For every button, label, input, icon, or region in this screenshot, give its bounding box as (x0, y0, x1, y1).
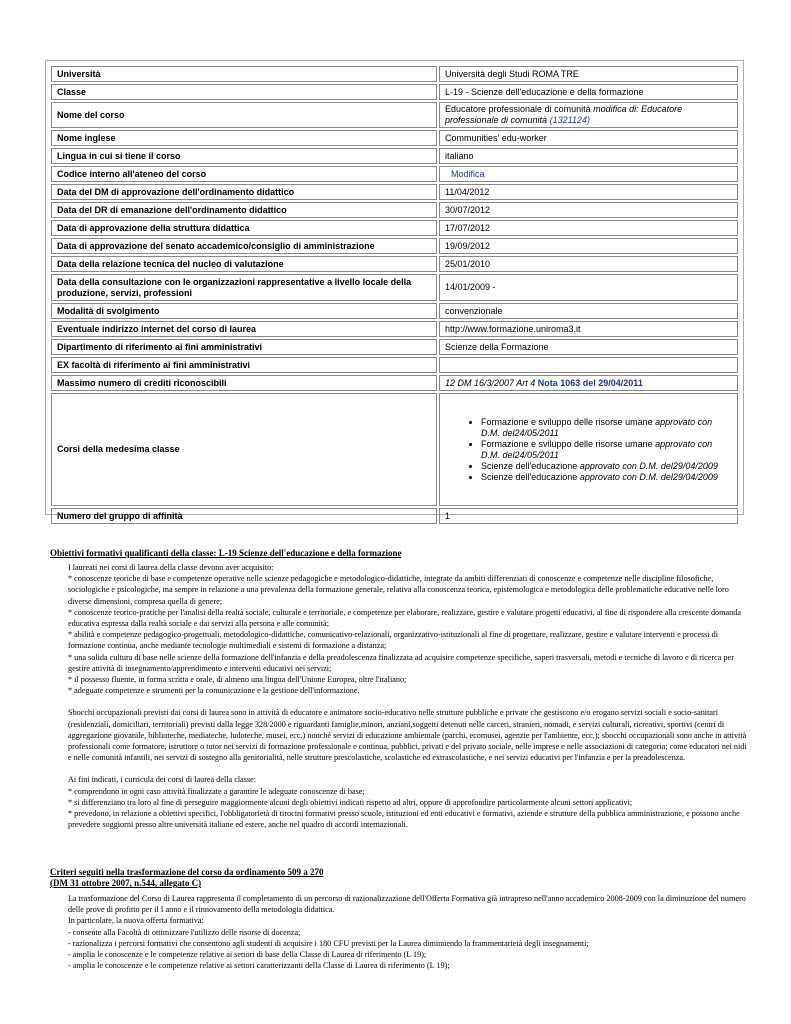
row-value (439, 393, 738, 506)
row-value: Università degli Studi ROMA TRE (439, 66, 738, 82)
paragraph: - consente alla Facoltà di ottimizzare l'utilizzo delle risorse di docenza; (68, 927, 301, 937)
paragraph: * conoscenze teorico-pratiche per l'analisi della realtà sociale, culturale e territoriale, e competenze per elaborare, realizzare, gestire e valutare progetti educativi, al fine di rispondere alla crescente domanda educativa espressa dalla realtà sociale e dai servizi alla persona e alle comunità; (68, 607, 741, 629)
course-info-table (49, 64, 740, 526)
row-label: Data del DM di approvazione dell'ordinamento didattico (51, 184, 437, 200)
table-row (51, 303, 738, 319)
table-row (51, 339, 738, 355)
paragraph: * comprendono in ogni caso attività finalizzate a garantire le adeguate conoscenze di base; (68, 786, 365, 796)
list-item: • Formazione e sviluppo delle risorse umane approvato con D.M. del24/05/2011 (481, 439, 732, 461)
row-value (439, 102, 738, 128)
credits-reference: 12 DM 16/3/2007 Art 4 (445, 377, 536, 388)
row-value: L-19 - Scienze dell'educazione e della formazione (439, 84, 738, 100)
table-row (51, 84, 738, 100)
row-value: 11/04/2012 (439, 184, 738, 200)
paragraph: * una solida cultura di base nelle scienze della formazione dell'infanzia e della preadolescenza finalizzata ad acquisire competenze specifiche, saperi trasversali, metodi e tecniche di lavoro e di ricerca per gestire attività di insegnamento/apprendimento e interventi educativi nei servizi; (68, 652, 734, 673)
paragraph: In particolare, la nuova offerta formativa: (68, 916, 204, 926)
paragraph: Ai fini indicati, i curricula dei corsi di laurea della classe: (68, 775, 257, 785)
paragraph: * conoscenze teoriche di base e competenze operative nelle scienze pedagogiche e metodologico-didattiche, integrate da ambiti differenziati di conoscenze e competenze nelle discipline filosofiche, sociologiche e psicologiche, ma sempre in relazione a una prevalenza della formazione generale, relativa alla conoscenza teorica, epistemologica e metodologica delle problematiche educative nelle loro diverse dimensioni, compresa quella di genere; (68, 574, 729, 606)
obiettivi-title: Obiettivi formativi qualificanti della classe: L-19 Scienze dell'educazione e della formazione (50, 548, 402, 558)
table-row (51, 130, 738, 146)
row-value (439, 375, 738, 391)
table-row (51, 166, 738, 182)
table-row (51, 274, 738, 301)
table-row (51, 256, 738, 272)
spacer (68, 763, 748, 774)
criteri-body (68, 893, 748, 971)
obiettivi-body (68, 562, 748, 830)
paragraph: * il possesso fluente, in forma scritta e orale, di almeno una lingua dell'Unione Europea, oltre l'italiano; (68, 675, 407, 685)
modifica-link[interactable]: Modifica (451, 168, 485, 179)
row-value: 14/01/2009 - (439, 274, 738, 301)
row-label: Università (51, 66, 437, 82)
list-item: • Formazione e sviluppo delle risorse umane approvato con D.M. del24/05/2011 (481, 417, 732, 439)
paragraph: - amplia le conoscenze e le competenze relative ai settori caratterizzanti della Classe di Laurea di riferimento (L 19); (68, 961, 450, 971)
row-label: Dipartimento di riferimento ai fini amministrativi (51, 339, 437, 355)
table-row (51, 102, 738, 128)
row-label: Lingua in cui si tiene il corso (51, 148, 437, 164)
table-row (51, 238, 738, 254)
row-value: convenzionale (439, 303, 738, 319)
table-row (51, 393, 738, 506)
row-label: Nome inglese (51, 130, 437, 146)
row-label: Data di approvazione del senato accademico/consiglio di amministrazione (51, 238, 437, 254)
row-label: Codice interno all'ateneo del corso (51, 166, 437, 182)
list-item: • Scienze dell'educazione approvato con D.M. del29/04/2009 (481, 461, 732, 472)
course-info-panel (45, 60, 744, 521)
row-value: 17/07/2012 (439, 220, 738, 236)
criteri-title: Criteri seguiti nella trasformazione del corso da ordinamento 509 a 270 (DM 31 ottobre 2007, n.544, allegato C) (50, 867, 324, 888)
nota-link[interactable]: Nota 1063 del 29/04/2011 (537, 377, 643, 388)
course-modification-note: modifica di: Educatore professionale di comunità (445, 104, 683, 125)
paragraph: - razionalizza i percorsi formativi che consentono agli studenti di acquisire i 180 CFU previsti per la Laurea diminuendo la frammentarietà degli insegnamenti; (68, 938, 589, 948)
table-row (51, 220, 738, 236)
row-value: 1 (439, 508, 738, 524)
row-label: Massimo numero di crediti riconoscibili (51, 375, 437, 391)
row-value (439, 357, 738, 373)
courses-list (445, 417, 732, 483)
row-value: 30/07/2012 (439, 202, 738, 218)
paragraph: * si differenziano tra loro al fine di perseguire maggiormente alcuni degli obiettivi indicati rispetto ad altri, oppure di approfondire particolarmente alcuni settori applicativi; (68, 797, 633, 807)
table-row (51, 357, 738, 373)
paragraph: I laureati nei corsi di laurea della classe devono aver acquisito: (68, 563, 274, 572)
row-value: 25/01/2010 (439, 256, 738, 272)
table-row (51, 66, 738, 82)
paragraph: - amplia le conoscenze e le competenze relative ai settori di base della Classe di Laurea di riferimento (L 19); (68, 950, 427, 960)
row-label: EX facoltà di riferimento ai fini amministrativi (51, 357, 437, 373)
paragraph: * abilità e competenze pedagogico-progettuali, metodologico-didattiche, comunicativo-relazionali, organizzativo-istituzionali al fine di progettare, realizzare, gestire e valutare interventi e processi di formazione continua, anche mediante tecnologie multimediali e sistemi di formazione a distanza; (68, 630, 719, 651)
row-label: Data del DR di emanazione dell'ordinamento didattico (51, 202, 437, 218)
row-label: Corsi della medesima classe (51, 393, 437, 506)
row-label: Data della relazione tecnica del nucleo di valutazione (51, 256, 437, 272)
row-value: http://www.formazione.uniroma3.it (439, 321, 738, 337)
paragraph: La trasformazione del Corso di Laurea rappresenta il completamento di un percorso di razionalizzazione dell'Offerta Formativa già intrapreso nell'anno accademico 2008-2009 con la diminuzione del numero delle prove di profitto per il I anno e il rinnovamento della metodologia didattica. (68, 894, 746, 915)
row-value: 19/09/2012 (439, 238, 738, 254)
list-item: • Scienze dell'educazione approvato con D.M. del29/04/2009 (481, 472, 732, 483)
course-code-link[interactable]: (1321124) (549, 115, 590, 125)
paragraph: * prevedono, in relazione a obiettivi specifici, l'obbligatorietà di tirocini formativi presso scuole, istituzioni ed enti educativi e formativi, aziende e strutture della pubblica amministrazione, e possono anche prevedere soggiorni presso altre università italiane ed estere, anche nel quadro di accordi internazionali. (68, 809, 740, 830)
table-row (51, 184, 738, 200)
table-row (51, 375, 738, 391)
row-label: Data di approvazione della struttura didattica (51, 220, 437, 236)
row-label: Eventuale indirizzo internet del corso di laurea (51, 321, 437, 337)
table-row (51, 148, 738, 164)
row-label: Nome del corso (51, 102, 437, 128)
table-row (51, 321, 738, 337)
paragraph: Sbocchi occupazionali previsti dai corsi di laurea sono in attività di educatore e animatore socio-educativo nelle strutture pubbliche e private che gestiscono e/o erogano servizi sociali e socio-sanitari (residenziali, domiciliari, territoriali) previsti dalla legge 328/2000 e riguardanti famiglie,minori, anziani,soggetti detenuti nelle carceri, stranieri, nomadi, e servizi culturali, ricreativi, sportivi (centri di aggregazione giovanile, biblioteche, mediateche, ludoteche, musei, ecc.) nonché servizi di educazione ambientale (parchi, ecomusei, agenzie per l'ambiente, ecc.); sbocchi occupazionali sono anche in attività professionali come formatore, istruttore o tutor nei servizi di formazione professionale e continua, pubblici, privati e del privato sociale, nelle imprese e nelle associazioni di categoria; come educatori nei nidi e nelle comunità infantili, nei servizi di sostegno alla genitorialità, nelle strutture prescolastiche, scolastiche ed extrascolastiche, e nei servizi educativi per l'infanzia e per la preadolescenza. (68, 708, 747, 763)
course-name: Educatore professionale di comunità (445, 104, 591, 114)
row-value: italiano (439, 148, 738, 164)
row-label: Classe (51, 84, 437, 100)
row-value (439, 166, 738, 182)
row-label: Data della consultazione con le organizzazioni rappresentative a livello locale della produzione, servizi, professioni (51, 274, 437, 301)
row-label: Modalità di svolgimento (51, 303, 437, 319)
row-value: Scienze della Formazione (439, 339, 738, 355)
paragraph: * adeguate competenze e strumenti per la comunicazione e la gestione dell'informazione. (68, 686, 360, 696)
row-label: Numero del gruppo di affinità (51, 508, 437, 524)
table-row (51, 202, 738, 218)
table-row (51, 508, 738, 524)
spacer (68, 696, 748, 707)
row-value: Communities' edu-worker (439, 130, 738, 146)
